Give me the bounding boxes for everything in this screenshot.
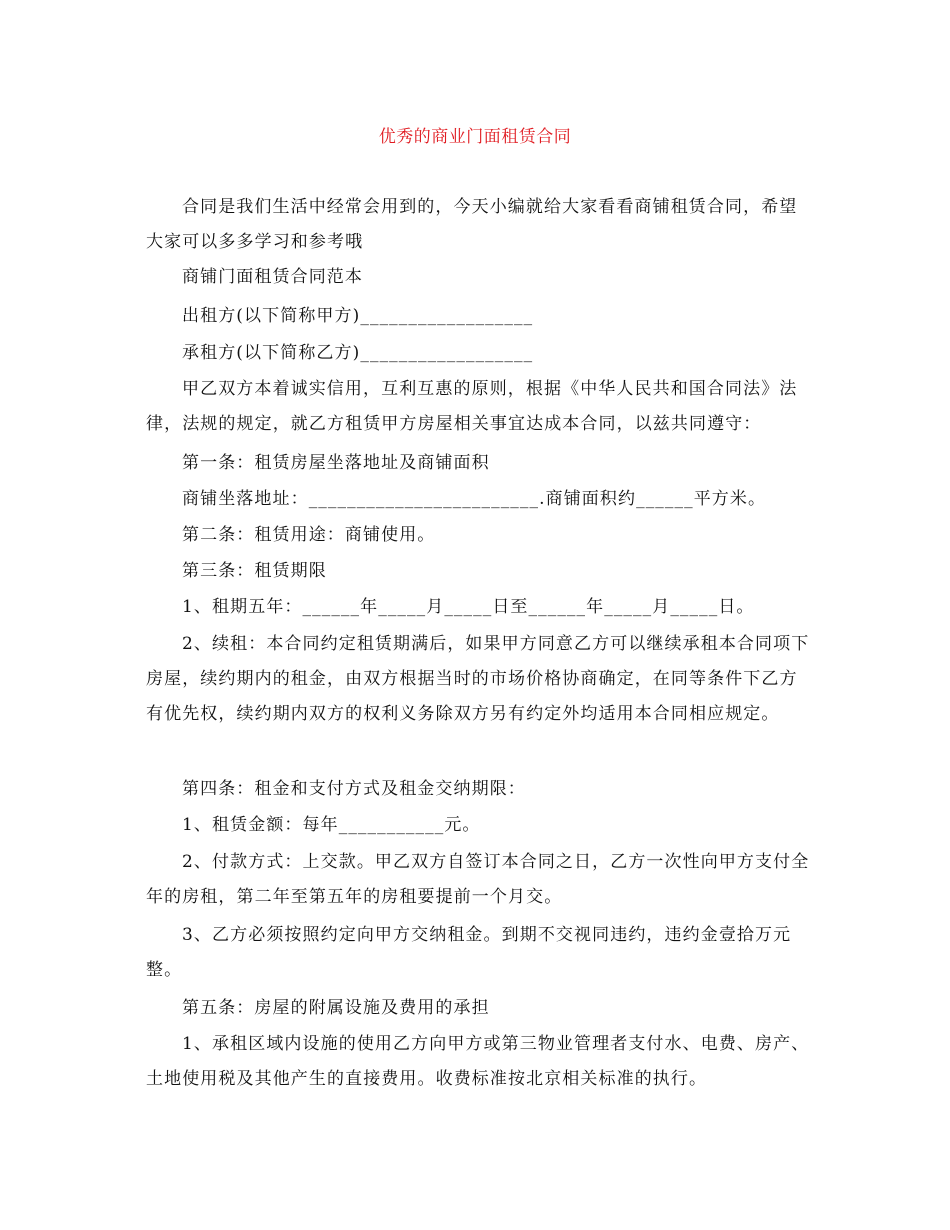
lessor-line: 出租方(以下简称甲方)__________________ [182,306,534,326]
article-1-heading: 第一条：租赁房屋坐落地址及商铺面积 [182,453,490,473]
contract-template-heading: 商铺门面租赁合同范本 [182,267,363,287]
facilities-fee-paragraph: 1、承租区域内设施的使用乙方向甲方或第三物业管理者支付水、电费、房产、土地使用税及其他产生的直接费用。收费标准按北京相关标准的执行。 [146,1034,810,1089]
payment-method-paragraph: 2、付款方式：上交款。甲乙双方自签订本合同之日，乙方一次性向甲方支付全年的房租，第二年至第五年的房租要提前一个月交。 [146,852,810,907]
article-3-heading: 第三条：租赁期限 [182,561,327,581]
late-payment-paragraph: 3、乙方必须按照约定向甲方交纳租金。到期不交视同违约，违约金壹拾万元整。 [146,925,792,980]
shop-address-line: 商铺坐落地址：________________________.商铺面积约______平方米。 [182,489,767,509]
lease-term-line: 1、租期五年：______年_____月_____日至______年_____月_____日。 [182,597,755,617]
intro-paragraph: 合同是我们生活中经常会用到的，今天小编就给大家看看商铺租赁合同，希望大家可以多多学习和参考哦 [146,197,798,252]
article-2-line: 第二条：租赁用途：商铺使用。 [182,525,436,545]
page-title: 优秀的商业门面租赁合同 [378,127,572,147]
renewal-paragraph: 2、续租：本合同约定租赁期满后，如果甲方同意乙方可以继续承租本合同项下房屋，续约期内的租金，由双方根据当时的市场价格协商确定，在同等条件下乙方有优先权，续约期内双方的权利义务除双方另有约定外均适用本合同相应规定。 [146,634,810,724]
article-5-heading: 第五条：房屋的附属设施及费用的承担 [182,998,490,1018]
article-4-heading: 第四条：租金和支付方式及租金交纳期限： [182,779,526,799]
rent-amount-line: 1、租赁金额：每年___________元。 [182,815,481,835]
preamble-paragraph: 甲乙双方本着诚实信用，互利互惠的原则，根据《中华人民共和国合同法》法律，法规的规定，就乙方租赁甲方房屋相关事宜达成本合同，以兹共同遵守： [146,379,798,434]
lessee-line: 承租方(以下简称乙方)__________________ [182,343,534,363]
